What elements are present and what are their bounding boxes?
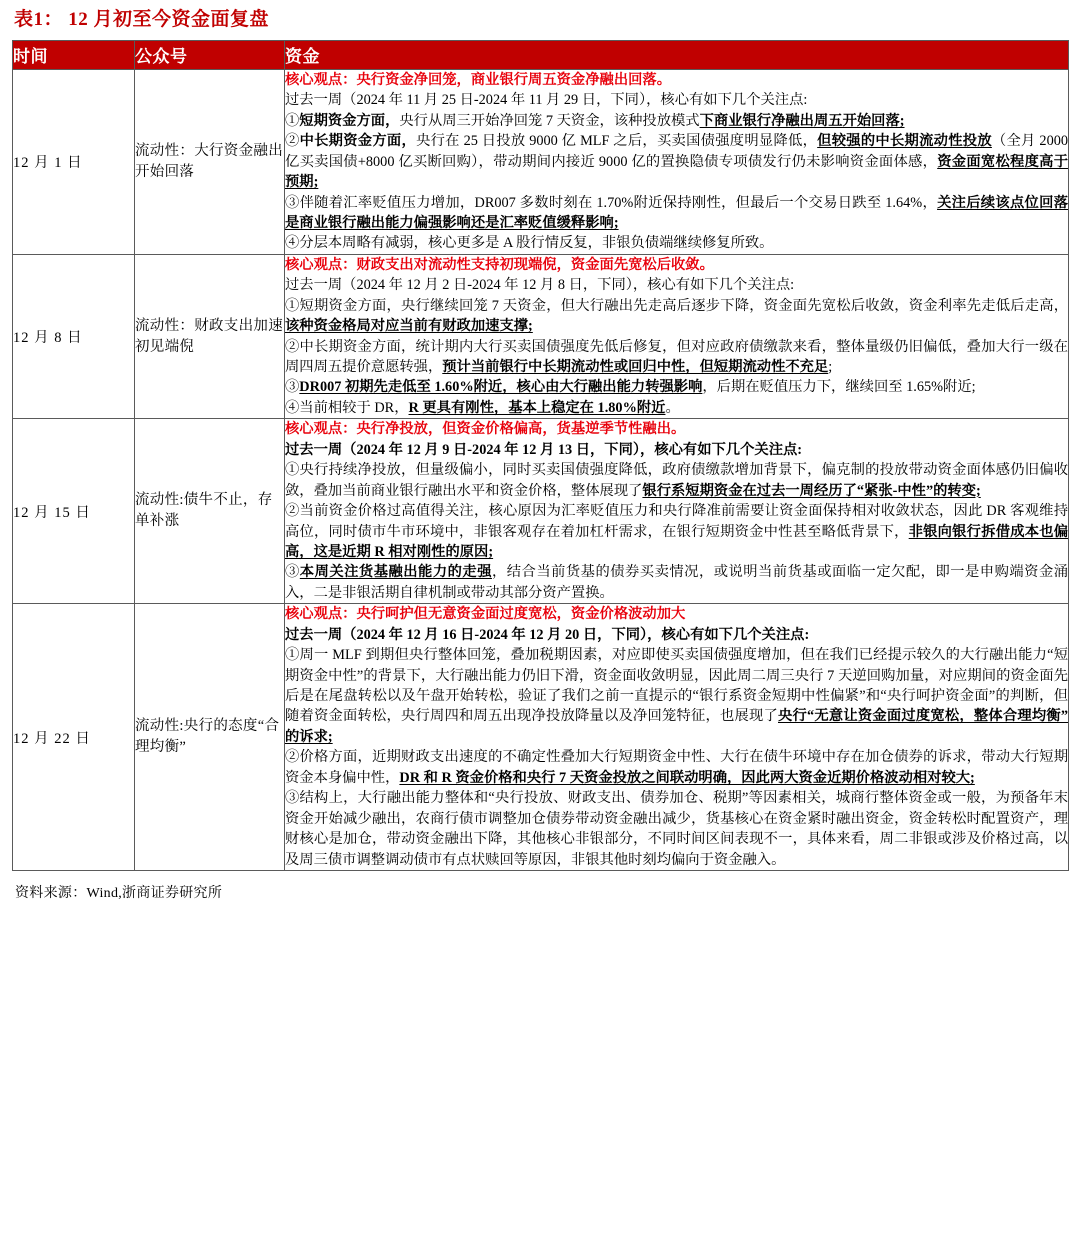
- point-segment: 下商业银行净融出周五开始回落;: [699, 112, 905, 129]
- commentary-point: [285, 193, 1068, 234]
- commentary-point: [285, 788, 1068, 870]
- header-row: [13, 40, 1069, 69]
- point-segment: 非银向银行拆借成本也偏高，这是近期 R 相对刚性的原因;: [285, 523, 1069, 560]
- point-segment: ;: [828, 359, 833, 376]
- table-caption: 表1： 12 月初至今资金面复盘: [14, 9, 270, 30]
- period-intro: 过去一周（2024 年 11 月 25 日-2024 年 11 月 29 日，下同），核心有如下几个关注点:: [285, 92, 808, 109]
- table-row: [13, 254, 1069, 419]
- point-segment: 当前相较于 DR，: [299, 399, 409, 416]
- point-segment: 当前资金价格过高值得关注，核心原因为汇率贬值压力和央行降准前需要让资金面保持相对收敛状态，因此 DR 客观维持高位，同时债市牛市环境中，非银客观存在着加杠杆需求，在银行短期资金中性甚至略低背景下，: [285, 503, 1069, 540]
- core-viewpoint: 核心观点：央行资金净回笼，商业银行周五资金净融出回落。: [285, 71, 672, 88]
- point-segment: 央行从周三开始净回笼 7 天资金，该种投放模式: [399, 112, 700, 129]
- point-segment: 周一 MLF 到期但央行整体回笼，叠加税期因素，对应即使买卖国债强度增加，但在我们已经提示较久的大行融出能力“短期资金中性”的背景下，大行融出能力仍旧下滑，资金面收敛明显，因此周二周三央行 7 天逆回购加量，对应期间的资金面先后是在尾盘转松以及午盘开始转松，验证了我们之前一直提示的“银行系资金短期中性偏紧”和“央行呵护资金面”的判断，但随着资金面转松，央行周四和周五出现净投放降量以及净回笼特征，也展现了: [285, 647, 1069, 725]
- cell-fund-commentary: [285, 604, 1069, 871]
- cell-date: 12 月 1 日: [13, 69, 135, 254]
- point-segment: ，后期在贬值压力下，继续回至 1.65%附近;: [702, 379, 976, 396]
- point-segment: 资金面宽松程度高于预期;: [285, 153, 1068, 191]
- point-marker: ③: [285, 790, 300, 807]
- source-note: 资料来源：Wind,浙商证券研究所: [15, 885, 223, 901]
- point-segment: 分层本周略有减弱，核心更多是 A 股行情反复，非银负债端继续修复所致。: [299, 235, 774, 252]
- point-segment: 银行系短期资金在过去一周经历了“紧张-中性”的转变;: [642, 482, 981, 499]
- point-segment: （全月 2000 亿买卖国债+8000 亿买断回购），带动期间内接近 9000 亿的置换隐债专项债发行仍未影响资金面体感，: [285, 133, 1069, 170]
- point-segment: 央行持续净投放，但量级偏小，同时买卖国债强度降低，政府债缴款增加背景下，偏克制的投放带动资金面体感仍旧偏收敛，叠加当前商业银行融出水平和资金价格，整体展现了: [285, 462, 1069, 499]
- point-marker: ④: [285, 235, 300, 252]
- point-segment: 短期资金方面，央行继续回笼 7 天资金，但大行融出先走高后逐步下降，资金面先宽松后收敛，资金利率先走低后走高，: [299, 297, 1068, 314]
- cell-account: 流动性：大行资金融出开始回落: [135, 69, 285, 254]
- point-marker: ③: [285, 379, 300, 396]
- commentary-point: [285, 747, 1068, 788]
- cell-account: 流动性：财政支出加速初见端倪: [135, 254, 285, 419]
- point-segment: 但较强的中长期流动性投放: [817, 133, 992, 150]
- table-row: [13, 419, 1069, 604]
- commentary-point: [285, 501, 1068, 562]
- fund-review-table: [12, 40, 1069, 871]
- point-marker: ②: [285, 503, 300, 520]
- point-segment: 预计当前银行中长期流动性或回归中性，但短期流动性不充足: [442, 359, 829, 376]
- point-segment: 中长期资金方面，: [299, 133, 417, 150]
- point-marker: ④: [285, 399, 300, 416]
- point-marker: ①: [285, 462, 300, 479]
- point-marker: ①: [285, 647, 300, 664]
- commentary-point: [285, 111, 1068, 131]
- point-segment: DR 和 R 资金价格和央行 7 天资金投放之间联动明确，因此两大资金近期价格波动相对较大;: [399, 769, 975, 786]
- column-header-account: 公众号: [135, 40, 285, 69]
- cell-account: 流动性:央行的态度“合理均衡”: [135, 604, 285, 871]
- commentary-point: [285, 460, 1068, 501]
- point-segment: 中长期资金方面，统计期内大行买卖国债强度先低后修复，但对应政府债缴款来看，整体量级仍旧偏低，叠加大行一级在周四周五提价意愿转强，: [285, 338, 1069, 376]
- point-marker: ②: [285, 133, 300, 150]
- period-intro: 过去一周（2024 年 12 月 9 日-2024 年 12 月 13 日，下同），核心有如下几个关注点:: [285, 441, 803, 458]
- point-marker: ③: [285, 564, 300, 581]
- cell-fund-commentary: [285, 419, 1069, 604]
- cell-fund-commentary: [285, 69, 1069, 254]
- core-viewpoint: 核心观点：央行净投放，但资金价格偏高，货基逆季节性融出。: [285, 421, 686, 438]
- point-marker: ①: [285, 297, 300, 314]
- point-segment: 关注后续该点位回落是商业银行融出能力偏强影响还是汇率贬值缓释影响;: [285, 194, 1068, 231]
- column-header-fund: 资金: [285, 40, 1069, 69]
- point-segment: ，结合当前货基的债券买卖情况，或说明当前货基或面临一定欠配，即一是申购端资金涌入，二是非银活期自律机制或带动其部分资产置换。: [285, 564, 1069, 601]
- commentary-point: [285, 645, 1068, 747]
- cell-date: 12 月 22 日: [13, 604, 135, 871]
- point-segment: 该种资金格局对应当前有财政加速支撑;: [285, 318, 533, 335]
- point-segment: 价格方面，近期财政支出速度的不确定性叠加大行短期资金中性、大行在债牛环境中存在加仓债券的诉求，带动大行短期资金本身偏中性，: [285, 749, 1069, 786]
- period-intro: 过去一周（2024 年 12 月 16 日-2024 年 12 月 20 日，下同），核心有如下几个关注点:: [285, 626, 810, 643]
- table-row: [13, 604, 1069, 871]
- table-row: [13, 69, 1069, 254]
- commentary-point: [285, 398, 1068, 418]
- point-segment: R 更具有刚性，基本上稳定在 1.80%附近: [408, 399, 666, 416]
- column-header-time: 时间: [13, 40, 135, 69]
- point-segment: 央行“无意让资金面过度宽松，整体合理均衡”的诉求;: [285, 708, 1068, 745]
- point-marker: ③: [285, 194, 300, 211]
- point-marker: ①: [285, 112, 300, 129]
- period-intro: 过去一周（2024 年 12 月 2 日-2024 年 12 月 8 日，下同），核心有如下几个关注点:: [285, 277, 795, 294]
- cell-date: 12 月 15 日: [13, 419, 135, 604]
- commentary-point: [285, 131, 1068, 192]
- cell-date: 12 月 8 日: [13, 254, 135, 419]
- core-viewpoint: 核心观点：财政支出对流动性支持初现端倪，资金面先宽松后收敛。: [285, 256, 714, 273]
- commentary-point: [285, 296, 1068, 337]
- point-segment: 本周关注货基融出能力的走强: [299, 564, 492, 581]
- commentary-point: [285, 233, 1068, 253]
- point-segment: DR007 初期先走低至 1.60%附近，核心由大行融出能力转强影响: [299, 379, 703, 396]
- point-segment: 央行在 25 日投放 9000 亿 MLF 之后，买卖国债强度明显降低，: [416, 133, 818, 150]
- point-segment: 。: [665, 399, 680, 416]
- point-marker: ②: [285, 338, 300, 355]
- point-segment: 短期资金方面，: [299, 112, 400, 129]
- cell-account: 流动性:债牛不止，存单补涨: [135, 419, 285, 604]
- core-viewpoint: 核心观点：央行呵护但无意资金面过度宽松，资金价格波动加大: [285, 606, 686, 623]
- cell-fund-commentary: [285, 254, 1069, 419]
- commentary-point: [285, 337, 1068, 378]
- point-segment: 结构上，大行融出能力整体和“央行投放、财政支出、债券加仓、税期”等因素相关，城商行整体资金或一般，为预备年末资金开始减少融出，农商行债市调整加仓债券带动资金融出减少，货基核心在资金紧时融出资金，资金转松时配置资产，理财核心是加仓，带动资金融出下降，其他核心非银部分，不同时间区间表现不一，具体来看，周二非银或涉及价格过高，以及周三债市调整调动债市有点状赎回等原因，非银其他时刻均偏向于资金融入。: [285, 790, 1068, 868]
- table-header: [13, 40, 1069, 69]
- table-body: [13, 69, 1069, 870]
- point-marker: ②: [285, 749, 300, 766]
- point-segment: 伴随着汇率贬值压力增加，DR007 多数时刻在 1.70%附近保持刚性，但最后一个交易日跌至 1.64%，: [299, 194, 938, 211]
- commentary-point: [285, 562, 1068, 603]
- commentary-point: [285, 377, 1068, 397]
